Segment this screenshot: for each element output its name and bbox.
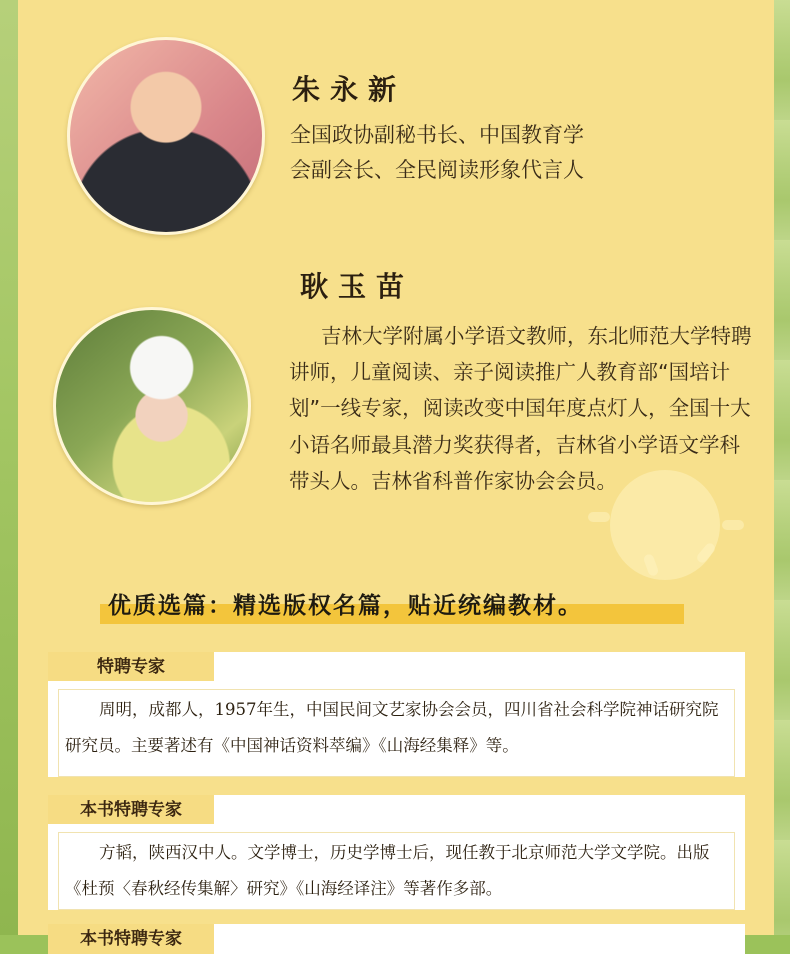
expert2-name: 耿玉苗 bbox=[300, 270, 415, 303]
expert1-title-line: 全国政协副秘书长、中国教育学 bbox=[290, 123, 584, 147]
card-header bbox=[48, 924, 745, 954]
left-grass-border bbox=[0, 0, 18, 935]
expert1-title bbox=[290, 118, 690, 188]
card-tab-label: 本书特聘专家 bbox=[48, 795, 214, 825]
expert2-bio: 吉林大学附属小学语文教师，东北师范大学特聘讲师，儿童阅读、亲子阅读推广人教育部“国培计划”一线专家，阅读改变中国年度点灯人，全国十大小语名师最具潜力奖获得者，吉林省小学语文学科带头人。吉林省科普作家协会会员。 bbox=[289, 324, 752, 493]
card-text: 周明，成都人，1957年生，中国民间文艺家协会会员，四川省社会科学院神话研究院研究员。主要著述有《中国神话资料萃编》《山海经集释》等。 bbox=[58, 689, 735, 777]
card-tab-label: 本书特聘专家 bbox=[48, 924, 214, 954]
expert1-title-line: 会副会长、全民阅读形象代言人 bbox=[290, 158, 584, 182]
headline-text: 优质选篇：精选版权名篇，贴近统编教材。 bbox=[108, 593, 583, 619]
sun-ray bbox=[722, 520, 744, 530]
expert2-portrait bbox=[53, 307, 251, 505]
card-tab-label: 特聘专家 bbox=[48, 652, 214, 682]
expert1-portrait bbox=[67, 37, 265, 235]
card-body bbox=[48, 824, 745, 910]
right-grass-border bbox=[774, 0, 790, 935]
card-text: 方韬，陕西汉中人。文学博士，历史学博士后，现任教于北京师范大学文学院。出版《杜预〈春秋经传集解〉研究》《山海经译注》等著作多部。 bbox=[58, 832, 735, 910]
card-body bbox=[48, 681, 745, 777]
card-header bbox=[48, 652, 745, 682]
headline-banner bbox=[100, 588, 684, 624]
sun-ray bbox=[588, 512, 610, 522]
expert1-name: 朱永新 bbox=[292, 73, 407, 106]
card-header bbox=[48, 795, 745, 825]
